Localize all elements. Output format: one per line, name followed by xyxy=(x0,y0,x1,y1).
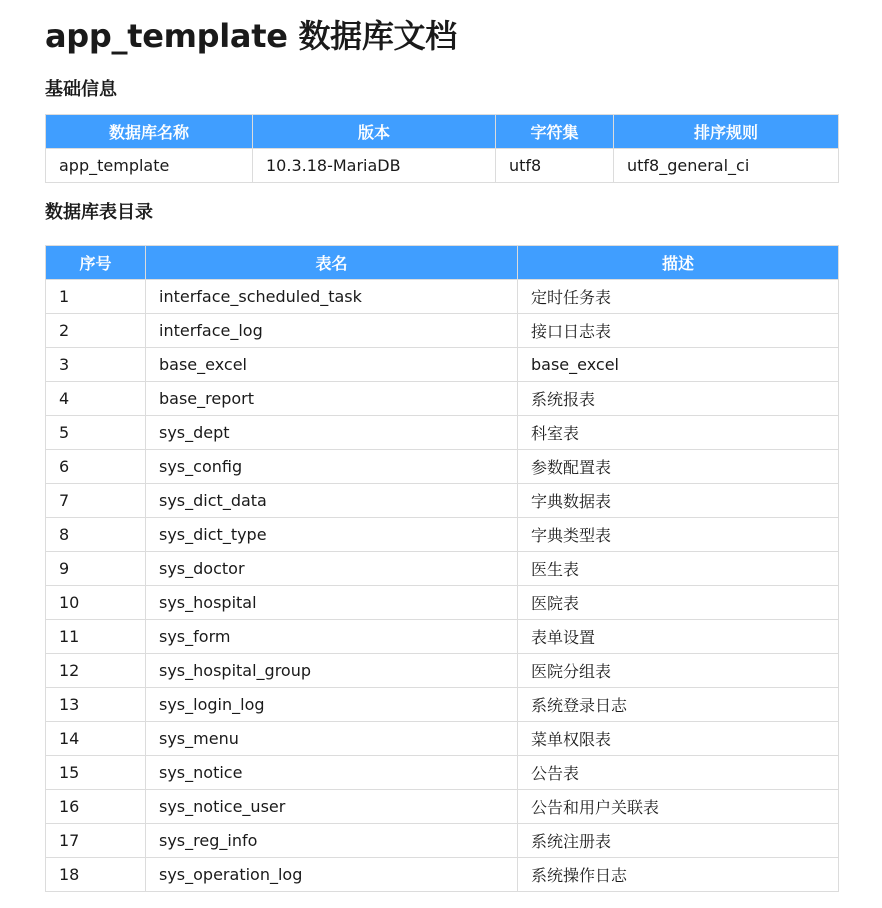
page-title: app_template 数据库文档 xyxy=(45,17,457,55)
db-name-cell: app_template xyxy=(46,149,253,183)
table-catalog xyxy=(45,245,839,892)
table-name-cell: interface_log xyxy=(146,314,518,348)
table-row xyxy=(46,858,839,892)
index-cell: 17 xyxy=(46,824,146,858)
index-cell: 2 xyxy=(46,314,146,348)
index-cell: 18 xyxy=(46,858,146,892)
table-row xyxy=(46,586,839,620)
table-row xyxy=(46,654,839,688)
table-row xyxy=(46,382,839,416)
table-row xyxy=(46,518,839,552)
column-header-charset: 字符集 xyxy=(496,115,614,149)
description-cell: 系统注册表 xyxy=(518,824,839,858)
table-row xyxy=(46,314,839,348)
description-cell: 参数配置表 xyxy=(518,450,839,484)
column-header-table-name: 表名 xyxy=(146,246,518,280)
index-cell: 6 xyxy=(46,450,146,484)
table-name-cell: sys_login_log xyxy=(146,688,518,722)
table-name-cell: sys_notice xyxy=(146,756,518,790)
index-cell: 9 xyxy=(46,552,146,586)
table-name-cell: sys_config xyxy=(146,450,518,484)
table-name-cell: sys_hospital_group xyxy=(146,654,518,688)
table-name-cell: sys_dept xyxy=(146,416,518,450)
basic-info-row xyxy=(46,149,839,183)
table-name-cell: sys_hospital xyxy=(146,586,518,620)
column-header-index: 序号 xyxy=(46,246,146,280)
table-row xyxy=(46,348,839,382)
description-cell: 系统报表 xyxy=(518,382,839,416)
table-row xyxy=(46,552,839,586)
table-name-cell: sys_doctor xyxy=(146,552,518,586)
table-name-cell: sys_form xyxy=(146,620,518,654)
table-row xyxy=(46,756,839,790)
basic-info-header-row xyxy=(46,115,839,149)
index-cell: 4 xyxy=(46,382,146,416)
basic-info-heading: 基础信息 xyxy=(45,79,117,100)
index-cell: 10 xyxy=(46,586,146,620)
table-row xyxy=(46,280,839,314)
table-row xyxy=(46,450,839,484)
table-catalog-heading: 数据库表目录 xyxy=(45,202,153,223)
index-cell: 15 xyxy=(46,756,146,790)
table-row xyxy=(46,620,839,654)
description-cell: 公告和用户关联表 xyxy=(518,790,839,824)
description-cell: base_excel xyxy=(518,348,839,382)
column-header-db-name: 数据库名称 xyxy=(46,115,253,149)
table-row xyxy=(46,484,839,518)
index-cell: 13 xyxy=(46,688,146,722)
catalog-header-row xyxy=(46,246,839,280)
description-cell: 表单设置 xyxy=(518,620,839,654)
table-name-cell: sys_menu xyxy=(146,722,518,756)
table-name-cell: sys_dict_type xyxy=(146,518,518,552)
description-cell: 公告表 xyxy=(518,756,839,790)
basic-info-table xyxy=(45,114,839,183)
index-cell: 12 xyxy=(46,654,146,688)
description-cell: 医院表 xyxy=(518,586,839,620)
column-header-description: 描述 xyxy=(518,246,839,280)
table-row xyxy=(46,416,839,450)
table-name-cell: sys_reg_info xyxy=(146,824,518,858)
index-cell: 1 xyxy=(46,280,146,314)
index-cell: 16 xyxy=(46,790,146,824)
table-name-cell: interface_scheduled_task xyxy=(146,280,518,314)
description-cell: 定时任务表 xyxy=(518,280,839,314)
table-row xyxy=(46,722,839,756)
description-cell: 字典类型表 xyxy=(518,518,839,552)
catalog-body xyxy=(46,280,839,892)
table-name-cell: sys_dict_data xyxy=(146,484,518,518)
description-cell: 系统操作日志 xyxy=(518,858,839,892)
index-cell: 5 xyxy=(46,416,146,450)
collation-cell: utf8_general_ci xyxy=(614,149,839,183)
charset-cell: utf8 xyxy=(496,149,614,183)
index-cell: 3 xyxy=(46,348,146,382)
description-cell: 菜单权限表 xyxy=(518,722,839,756)
table-row xyxy=(46,688,839,722)
index-cell: 8 xyxy=(46,518,146,552)
version-cell: 10.3.18-MariaDB xyxy=(253,149,496,183)
column-header-version: 版本 xyxy=(253,115,496,149)
description-cell: 医生表 xyxy=(518,552,839,586)
index-cell: 11 xyxy=(46,620,146,654)
table-row xyxy=(46,824,839,858)
table-name-cell: sys_notice_user xyxy=(146,790,518,824)
table-name-cell: base_report xyxy=(146,382,518,416)
description-cell: 字典数据表 xyxy=(518,484,839,518)
description-cell: 医院分组表 xyxy=(518,654,839,688)
description-cell: 接口日志表 xyxy=(518,314,839,348)
description-cell: 系统登录日志 xyxy=(518,688,839,722)
description-cell: 科室表 xyxy=(518,416,839,450)
index-cell: 14 xyxy=(46,722,146,756)
index-cell: 7 xyxy=(46,484,146,518)
table-name-cell: base_excel xyxy=(146,348,518,382)
column-header-collation: 排序规则 xyxy=(614,115,839,149)
table-row xyxy=(46,790,839,824)
table-name-cell: sys_operation_log xyxy=(146,858,518,892)
